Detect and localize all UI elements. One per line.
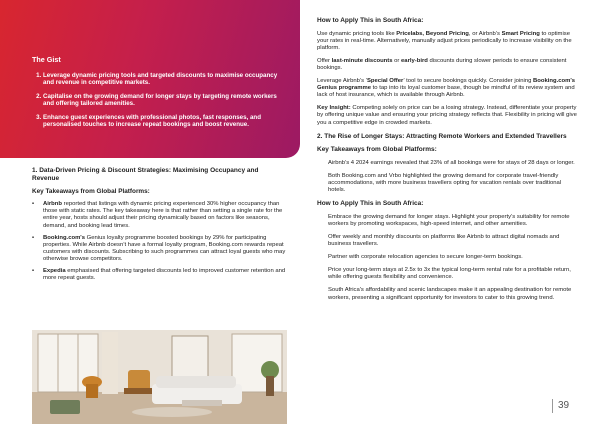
bullet-text: Genius loyalty programme boosted bookings by 29% for participating properties. While Airbnb doesn’t have a formal loyalty program, Booking.com rewards repeat customers with discounts. Subscribing to such programmes can attract loyal guests who may otherwise browse competitors. [43,234,286,262]
text: Offer [317,57,332,64]
paragraph: Airbnb’s 4 2024 earnings revealed that 23% of all bookings were for stays of 28 days or longer. [328,159,575,166]
text: to tap into its loyal customer base, though be mindful of its review system and lack of host insurance, which is available through Airbnb. [317,85,575,99]
living-room-illustration [32,330,287,424]
gist-item: 3. Enhance guest experiences with professional photos, fast responses, and personalised touches to increase repeat bookings and boost revenue. [43,114,288,129]
bullet-text: reported that listings with dynamic pricing experienced 30% higher occupancy than those with static rates. The key takeaway here is that rather than setting a single rate for the entire year, hosts should adjust their pricing dynamically based on factors like seasons, demand, and booking lead times. [43,201,283,229]
bold-text: early-bird [401,57,428,64]
section-1-subheading: Key Takeaways from Global Platforms: [32,188,150,196]
how-to-apply-heading: How to Apply This in South Africa: [317,200,424,208]
right-column [317,17,579,308]
bold-text: Key Insight: [317,105,351,112]
paragraph [317,78,579,99]
paragraph [317,105,579,126]
gist-title: The Gist [32,55,61,64]
gist-item: 1. Leverage dynamic pricing tools and targeted discounts to maximise occupancy and revenue in competitive markets. [43,72,288,87]
bullet-lead: Booking.com's [43,234,85,241]
text: to optimise your rates in real-time. Alternatively, manually adjust prices periodically to increase visibility on the platform. [317,30,572,51]
takeaway-list [32,201,287,282]
gist-item: 2. Capitalise on the growing demand for longer stays by targeting remote workers and offering tailored amenities. [43,93,288,108]
bullet-text: emphasised that offering targeted discounts led to improved customer retention and more repeat guests. [43,268,286,282]
paragraph: Offer weekly and monthly discounts on platforms like Airbnb to attract digital nomads and business travellers. [328,233,560,248]
paragraph [317,31,579,52]
bullet-lead: Airbnb [43,201,62,208]
paragraph: Partner with corporate relocation agencies to secure longer-term bookings. [328,254,523,261]
bold-text: last-minute discounts [331,57,393,64]
text: Use dynamic pricing tools like [317,30,397,37]
gist-box [0,0,300,158]
bold-text: Pricelabs, Beyond Pricing [396,30,469,37]
list-item [40,201,287,229]
paragraph: Embrace the growing demand for longer stays. Highlight your property’s suitability for remote workers by promoting workspaces, high-speed internet, and other amenities. [328,213,570,227]
list-item [40,235,287,263]
text: Leverage Airbnb’s ‘ [317,78,367,85]
section-1-title: 1. Data-Driven Pricing & Discount Strategies: Maximising Occupancy and Revenue [32,167,259,182]
list-item [40,268,287,282]
text: ’ tool to secure bookings quickly. Consider joining [403,78,534,85]
bold-text: Special Offer [367,78,404,85]
paragraph: Both Booking.com and Vrbo highlighted the growing demand for corporate travel-friendly accommodations, with more business travellers opting for vacation rentals over traditional hotels. [328,172,562,194]
paragraph: Price your long-term stays at 2.5x to 3x the typical long-term rental rate for a profitable return, while offering guests flexibility and convenience. [328,267,571,281]
text: , or Airbnb’s [468,30,502,37]
paragraph: South Africa's affordability and scenic landscapes make it an appealing destination for remote workers, presenting a significant opportunity for investors to cater to this growing trend. [328,287,572,301]
bold-text: Booking.com's Genius programme [317,78,576,92]
section-1 [32,167,287,287]
text: discounts during slower periods to ensure consistent bookings. [317,57,567,71]
paragraph [317,58,579,72]
text: or [392,57,402,64]
how-to-apply-heading: How to Apply This in South Africa: [317,17,424,24]
bullet-lead: Expedia [43,268,66,275]
text: Competing solely on price can be a losing strategy. Instead, differentiate your property by offering unique value and ensuring your pricing strategy reflects that. Flexibility in pricing will give you a competitive edge in crowded markets. [317,105,577,126]
bold-text: Smart Pricing [501,30,540,37]
section-2-title: 2. The Rise of Longer Stays: Attracting Remote Workers and Extended Travellers [317,132,567,140]
page-number: 39 [552,399,569,413]
living-room-photo [32,330,287,424]
section-2-subheading: Key Takeaways from Global Platforms: [317,146,437,154]
gist-list [32,72,288,128]
